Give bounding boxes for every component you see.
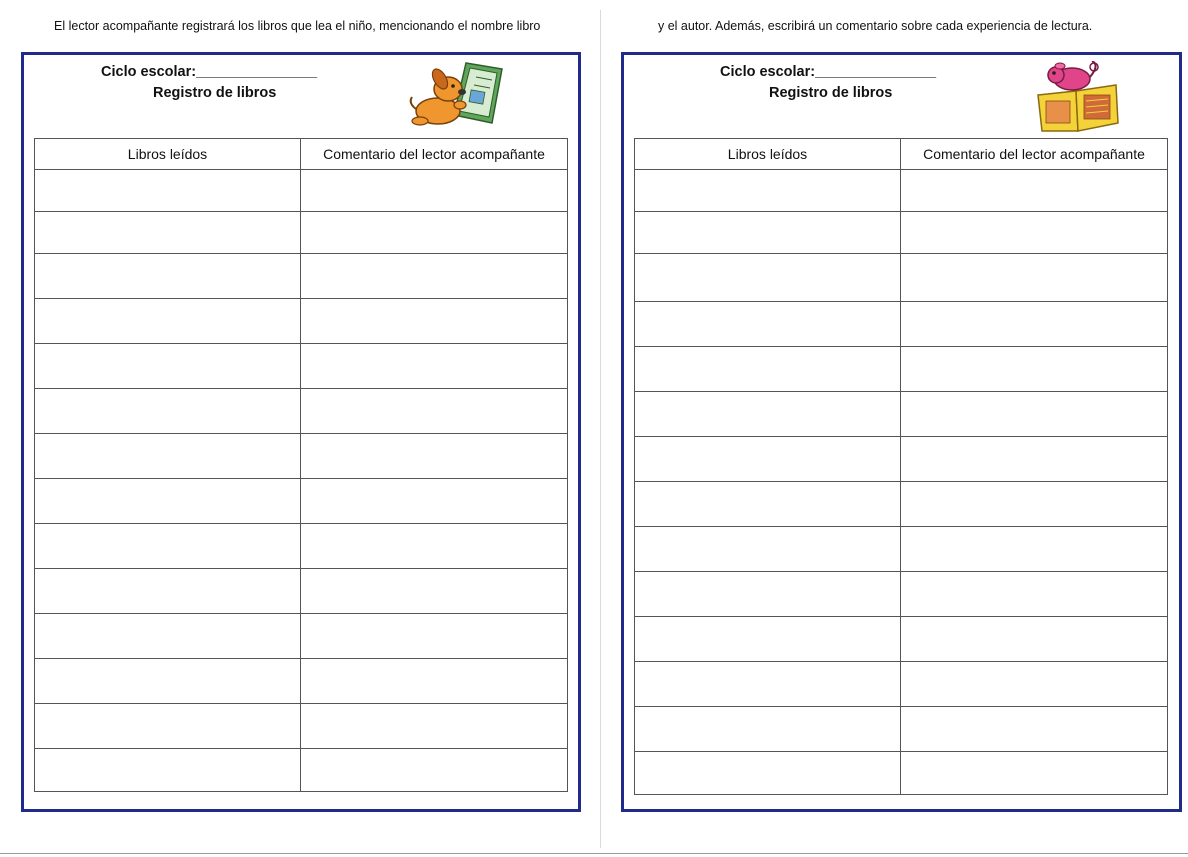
book-cell[interactable] [35,524,301,569]
table-row [635,482,1168,527]
table-row [35,614,568,659]
comment-cell[interactable] [301,749,568,792]
sheet-title: Registro de libros [769,85,893,101]
book-cell[interactable] [635,392,901,437]
table-row [635,302,1168,347]
comment-cell[interactable] [301,434,568,479]
comment-cell[interactable] [901,392,1168,437]
table-row [635,707,1168,752]
comment-cell[interactable] [901,662,1168,707]
table-row [35,704,568,749]
comment-cell[interactable] [901,302,1168,347]
sheet-title: Registro de libros [153,85,277,101]
school-cycle-label: Ciclo escolar:_______________ [720,64,937,80]
comment-cell[interactable] [301,479,568,524]
comment-cell[interactable] [301,614,568,659]
comment-cell[interactable] [901,437,1168,482]
book-cell[interactable] [635,707,901,752]
instruction-right: y el autor. Además, escribirá un comentario sobre cada experiencia de lectura. [658,19,1093,33]
table-row [35,749,568,792]
column-header-books: Libros leídos [635,139,901,170]
book-cell[interactable] [35,704,301,749]
book-cell[interactable] [635,170,901,212]
book-cell[interactable] [35,170,301,212]
comment-cell[interactable] [301,659,568,704]
book-cell[interactable] [635,527,901,572]
book-cell[interactable] [635,617,901,662]
table-row [35,389,568,434]
comment-cell[interactable] [301,254,568,299]
table-row [635,392,1168,437]
table-row [35,479,568,524]
reading-log-table [634,138,1168,795]
reading-log-sheet-right [621,52,1182,812]
pink-creature-on-book-icon [1036,61,1120,138]
book-cell[interactable] [635,254,901,302]
dog-reading-book-icon [408,59,504,136]
table-header-row [635,139,1168,170]
comment-cell[interactable] [301,569,568,614]
table-row [635,170,1168,212]
book-cell[interactable] [635,572,901,617]
comment-cell[interactable] [301,524,568,569]
table-row [635,254,1168,302]
comment-cell[interactable] [901,617,1168,662]
comment-cell[interactable] [301,389,568,434]
comment-cell[interactable] [901,212,1168,254]
table-row [35,170,568,212]
comment-cell[interactable] [901,170,1168,212]
table-header-row [35,139,568,170]
book-cell[interactable] [35,344,301,389]
instruction-left: El lector acompañante registrará los libros que lea el niño, mencionando el nombre libro [54,19,541,33]
comment-cell[interactable] [901,482,1168,527]
book-cell[interactable] [635,212,901,254]
table-row [635,752,1168,795]
reading-log-table [34,138,568,792]
table-row [635,662,1168,707]
table-row [635,212,1168,254]
table-row [35,659,568,704]
table-row [635,617,1168,662]
comment-cell[interactable] [901,347,1168,392]
book-cell[interactable] [35,299,301,344]
table-row [35,524,568,569]
comment-cell[interactable] [301,170,568,212]
table-row [35,344,568,389]
page-divider [600,10,601,848]
comment-cell[interactable] [301,212,568,254]
table-row [35,254,568,299]
comment-cell[interactable] [901,527,1168,572]
table-row [35,569,568,614]
table-row [635,347,1168,392]
book-cell[interactable] [35,659,301,704]
reading-log-sheet-left [21,52,581,812]
column-header-comment: Comentario del lector acompañante [901,139,1168,170]
table-row [35,212,568,254]
table-row [35,299,568,344]
book-cell[interactable] [635,752,901,795]
book-cell[interactable] [35,569,301,614]
column-header-books: Libros leídos [35,139,301,170]
school-cycle-label: Ciclo escolar:_______________ [101,64,318,80]
book-cell[interactable] [35,389,301,434]
book-cell[interactable] [635,662,901,707]
book-cell[interactable] [35,749,301,792]
comment-cell[interactable] [901,707,1168,752]
book-cell[interactable] [635,302,901,347]
table-row [635,437,1168,482]
comment-cell[interactable] [901,752,1168,795]
book-cell[interactable] [35,614,301,659]
book-cell[interactable] [35,434,301,479]
column-header-comment: Comentario del lector acompañante [301,139,568,170]
book-cell[interactable] [35,254,301,299]
book-cell[interactable] [635,482,901,527]
book-cell[interactable] [35,479,301,524]
table-row [35,434,568,479]
comment-cell[interactable] [301,344,568,389]
table-row [635,572,1168,617]
comment-cell[interactable] [301,704,568,749]
comment-cell[interactable] [901,254,1168,302]
comment-cell[interactable] [901,572,1168,617]
book-cell[interactable] [35,212,301,254]
comment-cell[interactable] [301,299,568,344]
book-cell[interactable] [635,437,901,482]
bottom-rule [0,853,1188,854]
table-row [635,527,1168,572]
book-cell[interactable] [635,347,901,392]
